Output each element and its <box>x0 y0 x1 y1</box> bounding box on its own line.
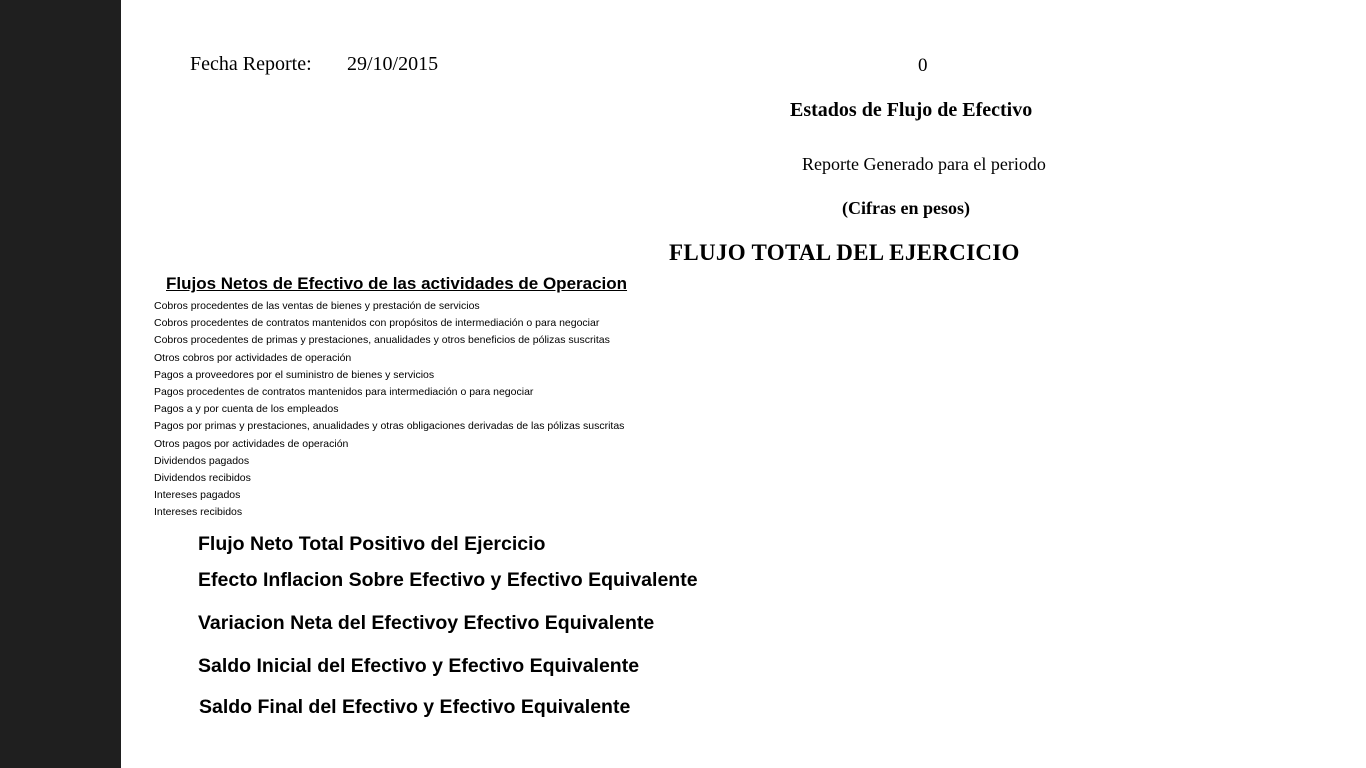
operation-items-list <box>154 298 624 521</box>
list-item: Cobros procedentes de primas y prestaciones, anualidades y otros beneficios de pólizas suscritas <box>154 334 610 347</box>
saldo-final-label: Saldo Final del Efectivo y Efectivo Equivalente <box>199 696 631 718</box>
list-item: Cobros procedentes de las ventas de bienes y prestación de servicios <box>154 300 480 312</box>
list-item: Otros cobros por actividades de operación <box>154 351 352 364</box>
list-item: Intereses pagados <box>154 489 241 502</box>
list-item: Intereses recibidos <box>154 506 243 519</box>
fecha-reporte-value: 29/10/2015 <box>347 53 439 75</box>
list-item: Pagos a y por cuenta de los empleados <box>154 403 339 416</box>
saldo-inicial-label: Saldo Inicial del Efectivo y Efectivo Equivalente <box>198 655 640 677</box>
report-page <box>121 0 1366 768</box>
fecha-reporte-label: Fecha Reporte: <box>190 53 312 75</box>
list-item: Pagos por primas y prestaciones, anualidades y otras obligaciones derivadas de las pólizas suscritas <box>154 420 625 433</box>
report-number: 0 <box>918 55 928 76</box>
list-item: Dividendos recibidos <box>154 471 251 484</box>
efecto-inflacion-label: Efecto Inflacion Sobre Efectivo y Efectivo Equivalente <box>198 569 698 591</box>
flujo-total-heading: FLUJO TOTAL DEL EJERCICIO <box>669 240 1020 265</box>
report-title: Estados de Flujo de Efectivo <box>790 99 1033 121</box>
section-heading: Flujos Netos de Efectivo de las actividades de Operacion <box>166 274 628 293</box>
report-subtitle: Reporte Generado para el periodo <box>802 154 1046 174</box>
list-item: Cobros procedentes de contratos mantenidos con propósitos de intermediación o para negociar <box>154 317 600 330</box>
list-item: Pagos a proveedores por el suministro de bienes y servicios <box>154 368 435 381</box>
list-item: Otros pagos por actividades de operación <box>154 437 349 450</box>
cifras-note: (Cifras en pesos) <box>842 198 970 218</box>
viewer-sidebar <box>0 0 121 768</box>
flujo-neto-total-label: Flujo Neto Total Positivo del Ejercicio <box>198 533 546 555</box>
variacion-neta-label: Variacion Neta del Efectivoy Efectivo Equivalente <box>198 612 655 634</box>
list-item: Pagos procedentes de contratos mantenidos para intermediación o para negociar <box>154 385 534 398</box>
list-item: Dividendos pagados <box>154 454 250 467</box>
